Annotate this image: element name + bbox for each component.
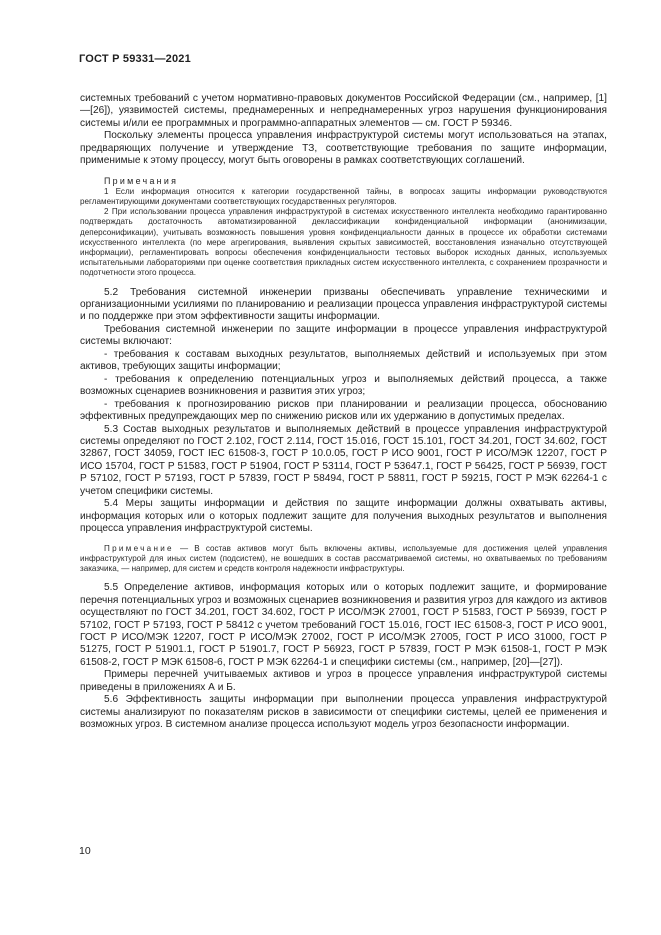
note-text: — В состав активов могут быть включены активы, используемые для достижения целей управления инфраструктурой для иных систем (подсистем), не вошедших в состав рассматриваемой системы, но охватываемых по требованиям заказчика, — например, для систем и средств контроля надежности инфраструктуры. xyxy=(80,543,607,574)
paragraph: 5.3 Состав выходных результатов и выполняемых действий в процессе управления инфраструктурой системы определяют по ГОСТ 2.102, ГОСТ 2.114, ГОСТ 15.016, ГОСТ 15.101, ГОСТ 34.201, ГОСТ 34.602, ГОСТ 32867, ГОСТ 34059, ГОСТ IEC 61508-3, ГОСТ Р 10.0.05, ГОСТ Р ИСО 9001, ГОСТ Р ИСО/МЭК 12207, ГОСТ Р ИСО 15704, ГОСТ Р 51583, ГОСТ Р 51904, ГОСТ Р 53114, ГОСТ Р 53647.1, ГОСТ Р 56425, ГОСТ Р 56939, ГОСТ Р 57102, ГОСТ Р 57193, ГОСТ Р 57839, ГОСТ Р 58494, ГОСТ Р 58811, ГОСТ Р 59215, ГОСТ Р МЭК 62264-1 с учетом специфики системы. xyxy=(80,423,607,497)
paragraph: Поскольку элементы процесса управления инфраструктурой системы могут использоваться на этапах, предваряющих получение и утверждение ТЗ, соответствующие требования по защите информации, применимые к этому процессу, могут быть оговорены в рамках соответствующих соглашений. xyxy=(80,130,607,167)
list-item: - требования к составам выходных результатов, выполняемых действий и используемых при этом активов, требующих защиты информации; xyxy=(80,348,607,373)
paragraph: Примеры перечней учитываемых активов и угроз в процессе управления инфраструктурой системы приведены в приложениях А и Б. xyxy=(80,669,607,693)
paragraph: 5.2 Требования системной инженерии призваны обеспечивать управление техническими и организационными усилиями по планированию и реализации процесса управления инфраструктурой системы и по поддержке при этом эффективности защиты информации. xyxy=(80,286,607,323)
paragraph: системных требований с учетом нормативно-правовых документов Российской Федерации (см., например, [1]—[26]), уязвимостей системы, преднамеренных и непреднамеренных угроз нарушения функционирования системы и/или ее программных и программно-аппаратных элементов — см. ГОСТ Р 59346. xyxy=(80,93,607,129)
inline-note xyxy=(80,544,607,575)
note-item: 1 Если информация относится к категории государственной тайны, в вопросах защиты информации руководствуются регламентирующими документами соответствующих государственных регуляторов. xyxy=(80,186,607,206)
paragraph: 5.5 Определение активов, информация которых или о которых подлежит защите, и формирование перечня потенциальных угроз и возможных сценариев возникновения и развития угроз для каждого из активов осуществляют по ГОСТ 34.201, ГОСТ 34.602, ГОСТ Р ИСО/МЭК 27001, ГОСТ Р 51583, ГОСТ Р 56939, ГОСТ Р 57102, ГОСТ Р 57193, ГОСТ Р 58412 с учетом требований ГОСТ 15.016, ГОСТ IEC 61508-3, ГОСТ Р ИСО 9001, ГОСТ Р ИСО/МЭК 12207, ГОСТ Р ИСО/МЭК 27002, ГОСТ Р ИСО/МЭК 27005, ГОСТ Р ИСО 31000, ГОСТ Р 51275, ГОСТ Р 51901.1, ГОСТ Р 51901.7, ГОСТ Р 56923, ГОСТ Р 57839, ГОСТ Р МЭК 61508-1, ГОСТ Р МЭК 61508-2, ГОСТ Р МЭК 61508-6, ГОСТ Р МЭК 62264-1 и специфики системы (см., например, [20]—[27]). xyxy=(80,582,607,668)
paragraph: 5.4 Меры защиты информации и действия по защите информации должны охватывать активы, информация которых или о которых подлежит защите для получения выходных результатов и выполнения процесса управления инфраструктурой системы. xyxy=(80,498,607,535)
text-section-2 xyxy=(80,287,607,536)
paragraph: Требования системной инженерии по защите информации в процессе управления инфраструктурой системы включают: xyxy=(80,323,607,348)
paragraph: 5.6 Эффективность защиты информации при выполнении процесса управления инфраструктурой системы анализируют по показателям рисков в зависимости от специфики системы, целей ее применения и возможных угроз. В системном анализе процесса используют модель угроз безопасности информации. xyxy=(80,694,607,731)
text-section-3 xyxy=(80,582,607,731)
document-header: ГОСТ Р 59331—2021 xyxy=(79,53,191,65)
note-title: Примечания xyxy=(104,175,179,186)
page-number: 10 xyxy=(79,845,91,857)
list-item: - требования к определению потенциальных угроз и выполняемых действий процесса, а также возможных сценариев возникновения и развития этих угроз; xyxy=(80,373,607,398)
list-item: - требования к прогнозированию рисков при планировании и реализации процесса, обоснованию эффективных предупреждающих мер по снижению рисков или их удержанию в допустимых пределах. xyxy=(80,398,607,423)
note-label: Примечание xyxy=(104,543,174,553)
note-block xyxy=(80,176,607,279)
text-section-1 xyxy=(80,93,607,168)
page-content xyxy=(80,93,607,732)
note-item: 2 При использовании процесса управления инфраструктурой в системах искусственного интеллекта необходимо гарантированно подтверждать достаточность автоматизированной деклассификации конфиденциальной информации (анонимизации, деперсонификации), учитывать возможность повышения уровня конфиденциальности данных в процессе их обработки системами искусственного интеллекта (по мере агрегирования, выявления скрытых зависимостей, восстановления изначально отсутствующей информации), регламентировать вопросы обеспечения конфиденциальности тестовых выборок исходных данных, используемых испытательными лабораториями при оценке соответствия прикладных систем искусственного интеллекта, с сохранением прозрачности и подотчетности этого процесса. xyxy=(80,207,607,278)
